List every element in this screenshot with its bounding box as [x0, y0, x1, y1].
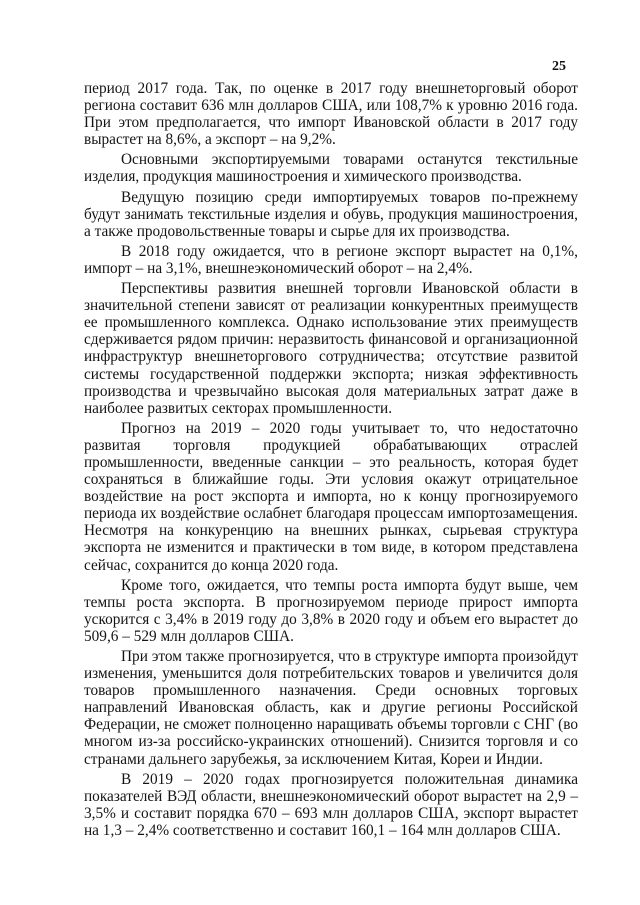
document-body: [84, 80, 578, 842]
paragraph: Кроме того, ожидается, что темпы роста импорта будут выше, чем темпы роста экспорта. В прогнозируемом периоде прирост импорта ускорится с 3,4% в 2019 году до 3,8% в 2020 году и объем его вырастет до 509,6 – 529 млн долларов США.: [84, 576, 578, 645]
paragraph: В 2019 – 2020 годах прогнозируется положительная динамика показателей ВЭД области, внешнеэкономический оборот вырастет на 2,9 – 3,5% и составит порядка 670 – 693 млн долларов США, экспорт вырастет на 1,3 – 2,4% соответственно и составит 160,1 – 164 млн долларов США.: [84, 770, 578, 839]
paragraph: Прогноз на 2019 – 2020 годы учитывает то, что недостаточно развитая торговля продукцией обрабатывающих отраслей промышленности, введенные санкции – это реальность, которая будет сохраняться в ближайшие годы. Эти условия окажут отрицательное воздействие на рост экспорта и импорта, но к концу прогнозируемого периода их воздействие ослабнет благодаря процессам импортозамещения. Несмотря на конкуренцию на внешних рынках, сырьевая структура экспорта не изменится и практически в том виде, в котором представлена сейчас, сохранится до конца 2020 года.: [84, 419, 578, 574]
paragraph: Основными экспортируемыми товарами останутся текстильные изделия, продукция машиностроения и химического производства.: [84, 151, 578, 186]
paragraph: Ведущую позицию среди импортируемых товаров по-прежнему будут занимать текстильные изделия и обувь, продукция машиностроения, а также продовольственные товары и сырье для их производства.: [84, 188, 578, 240]
paragraph: период 2017 года. Так, по оценке в 2017 году внешнеторговый оборот региона составит 636 млн долларов США, или 108,7% к уровню 2016 года. При этом предполагается, что импорт Ивановской области в 2017 году вырастет на 8,6%, а экспорт – на 9,2%.: [84, 80, 578, 149]
page-number: 25: [552, 59, 566, 74]
paragraph: Перспективы развития внешней торговли Ивановской области в значительной степени зависят от реализации конкурентных преимуществ ее промышленного комплекса. Однако использование этих преимуществ сдерживается рядом причин: неразвитость финансовой и организационной инфраструктур внешнеторгового сотрудничества; отсутствие развитой системы государственной поддержки экспорта; низкая эффективность производства и чрезвычайно высокая доля материальных затрат даже в наиболее развитых секторах промышленности.: [84, 280, 578, 417]
paragraph: В 2018 году ожидается, что в регионе экспорт вырастет на 0,1%, импорт – на 3,1%, внешнеэкономический оборот – на 2,4%.: [84, 242, 578, 277]
paragraph: При этом также прогнозируется, что в структуре импорта произойдут изменения, уменьшится доля потребительских товаров и увеличится доля товаров промышленного назначения. Среди основных торговых направлений Ивановская область, как и другие регионы Российской Федерации, не сможет полноценно наращивать объемы торговли с СНГ (во многом из-за российско-украинских отношений). Снизится торговля и со странами дальнего зарубежья, за исключением Китая, Кореи и Индии.: [84, 648, 578, 768]
